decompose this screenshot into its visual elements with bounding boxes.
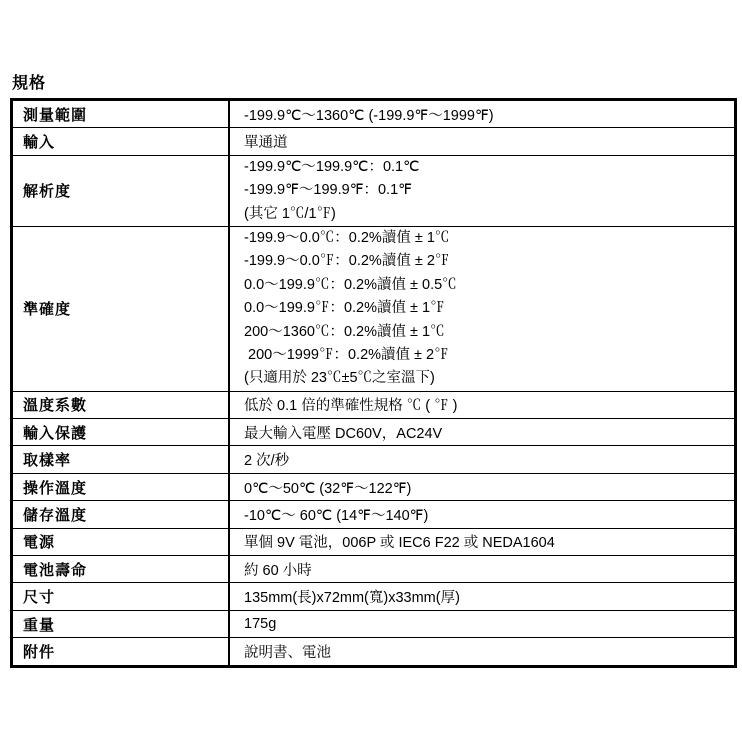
spec-value bbox=[229, 528, 736, 555]
spec-value-line: 0.0～199.9℉：0.2%讀值 ± 1℉ bbox=[244, 300, 445, 317]
spec-row bbox=[12, 583, 736, 610]
spec-value bbox=[229, 583, 736, 610]
spec-value-line: 單個 9V 電池，006P 或 IEC6 F22 或 NEDA1604 bbox=[244, 535, 555, 552]
spec-value-line: -199.9℃～199.9℃：0.1℃ bbox=[244, 158, 420, 175]
spec-label: 尺寸 bbox=[12, 583, 230, 610]
spec-value-line: -199.9℃～1360℃ (-199.9℉～1999℉) bbox=[244, 107, 494, 124]
spec-label: 電源 bbox=[12, 528, 230, 555]
spec-value-line: 最大輸入電壓 DC60V，AC24V bbox=[244, 425, 443, 442]
spec-label: 取樣率 bbox=[12, 446, 230, 473]
spec-value-line: 2 次/秒 bbox=[244, 453, 290, 470]
spec-value-line: 200～1360℃：0.2%讀值 ± 1℃ bbox=[244, 323, 445, 340]
spec-value-line: -199.9～0.0℉：0.2%讀值 ± 2℉ bbox=[244, 253, 450, 270]
spec-value bbox=[229, 473, 736, 500]
spec-label: 測量範圍 bbox=[12, 100, 230, 128]
spec-label: 儲存溫度 bbox=[12, 501, 230, 528]
spec-value-line: 說明書、電池 bbox=[244, 644, 331, 661]
spec-label: 附件 bbox=[12, 638, 230, 666]
spec-value-line: 單通道 bbox=[244, 135, 288, 152]
spec-row bbox=[12, 473, 736, 500]
spec-row bbox=[12, 226, 736, 391]
spec-label: 解析度 bbox=[12, 155, 230, 226]
page-title: 規格 bbox=[12, 73, 47, 92]
spec-label: 操作溫度 bbox=[12, 473, 230, 500]
spec-label: 重量 bbox=[12, 610, 230, 637]
spec-label: 準確度 bbox=[12, 226, 230, 391]
spec-label: 輸入 bbox=[12, 128, 230, 155]
spec-row bbox=[12, 638, 736, 666]
spec-value bbox=[229, 155, 736, 226]
spec-row bbox=[12, 528, 736, 555]
spec-value bbox=[229, 419, 736, 446]
spec-row bbox=[12, 556, 736, 583]
spec-row bbox=[12, 155, 736, 226]
spec-row bbox=[12, 391, 736, 418]
spec-row bbox=[12, 446, 736, 473]
spec-value-line: (其它 1℃/1℉) bbox=[244, 205, 336, 222]
spec-value bbox=[229, 610, 736, 637]
spec-value bbox=[229, 100, 736, 128]
spec-value-line: 0℃～50℃ (32℉～122℉) bbox=[244, 480, 412, 497]
spec-value-line: 175g bbox=[244, 616, 277, 632]
spec-label: 輸入保護 bbox=[12, 419, 230, 446]
spec-value-line: -199.9～0.0℃：0.2%讀值 ± 1℃ bbox=[244, 229, 450, 246]
spec-row bbox=[12, 128, 736, 155]
spec-row bbox=[12, 501, 736, 528]
spec-row bbox=[12, 610, 736, 637]
spec-table bbox=[10, 98, 737, 668]
spec-value bbox=[229, 638, 736, 666]
spec-value-line: (只適用於 23℃±5℃之室溫下) bbox=[244, 370, 435, 387]
spec-value bbox=[229, 501, 736, 528]
spec-value-line: 約 60 小時 bbox=[244, 562, 312, 579]
spec-value bbox=[229, 128, 736, 155]
spec-value bbox=[229, 391, 736, 418]
spec-value bbox=[229, 226, 736, 391]
spec-value-line: 135mm(長)x72mm(寬)x33mm(厚) bbox=[244, 590, 460, 607]
spec-value-line: -199.9℉～199.9℉：0.1℉ bbox=[244, 182, 412, 199]
spec-label: 電池壽命 bbox=[12, 556, 230, 583]
spec-value-line: 低於 0.1 倍的準確性規格 ℃ ( ℉ ) bbox=[244, 398, 458, 415]
spec-row bbox=[12, 100, 736, 128]
spec-value-line: 0.0～199.9℃：0.2%讀值 ± 0.5℃ bbox=[244, 276, 457, 293]
spec-value bbox=[229, 556, 736, 583]
spec-label: 溫度系數 bbox=[12, 391, 230, 418]
spec-table-body bbox=[12, 100, 736, 667]
spec-value bbox=[229, 446, 736, 473]
spec-value-line: 200～1999℉：0.2%讀值 ± 2℉ bbox=[244, 346, 449, 363]
spec-row bbox=[12, 419, 736, 446]
spec-value-line: -10℃～ 60℃ (14℉～140℉) bbox=[244, 507, 429, 524]
